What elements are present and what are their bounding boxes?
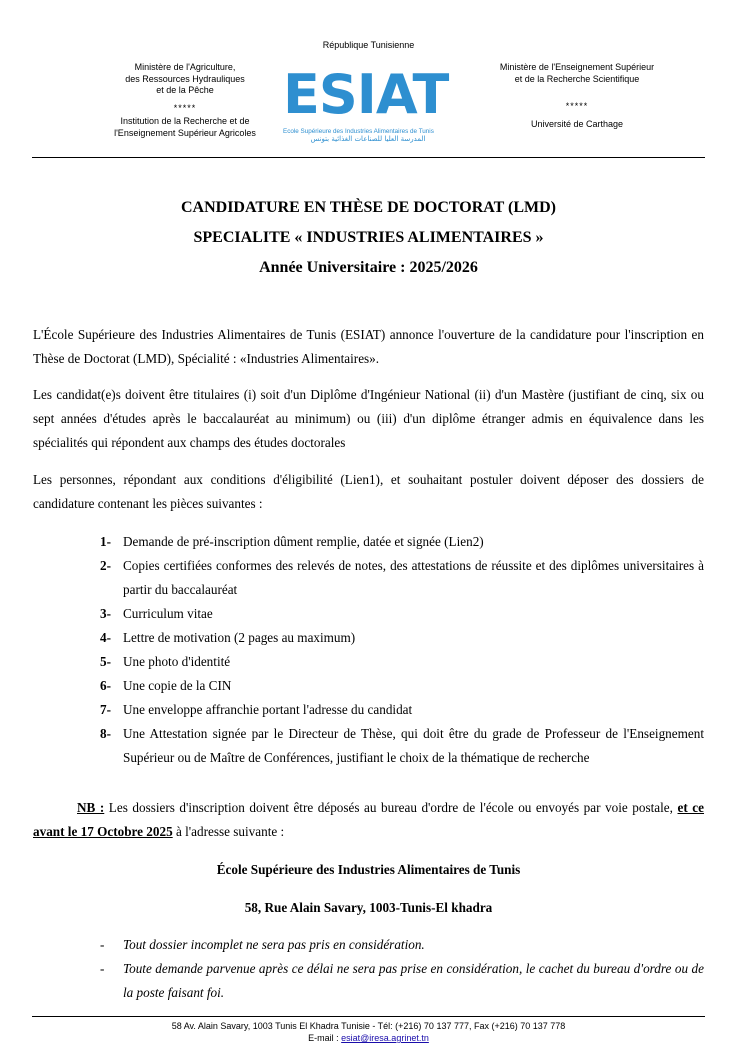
right-stars: ***** — [565, 101, 589, 111]
list-item-text: Lettre de motivation (2 pages au maximum) — [123, 630, 356, 645]
title-block — [0, 193, 737, 283]
note-dash: - — [100, 961, 105, 976]
title-line-3: Année Universitaire : 2025/2026 — [259, 259, 478, 276]
list-item-text: Une Attestation signée par le Directeur de Thèse, qui doit être du grade de Professeur de l'Enseignement Supérieur ou de Maître de Conférences, justifiant le choix de la thématique de recherche — [123, 726, 704, 765]
list-item-text: Une photo d'identité — [123, 654, 231, 669]
footer-email-line — [0, 1032, 737, 1044]
eligibility-paragraph: Les candidat(e)s doivent être titulaires (i) soit d'un Diplôme d'Ingénieur National (ii) d'un Mastère (justifiant de cinq, six ou sept années d'études après le baccalauréat au minimum) ou (iii) d'un diplôme étranger admis en équivalence dans les spécialités qui répondent aux champs des études doctorales — [33, 387, 704, 450]
list-item — [100, 933, 704, 957]
left-institution-line: l'Enseignement Supérieur Agricoles — [114, 127, 256, 138]
address-school: École Supérieure des Industries Alimentaires de Tunis — [216, 862, 521, 877]
header-right-block — [462, 62, 692, 130]
documents-intro-paragraph: Les personnes, répondant aux conditions d'éligibilité (Lien1), et souhaitant postuler doivent déposer des dossiers de candidature contenant les pièces suivantes : — [33, 472, 704, 511]
nb-text-2: à l'adresse suivante : — [172, 824, 285, 839]
note-text: Toute demande parvenue après ce délai ne sera pas prise en considération, le cachet du bureau d'ordre ou de la poste faisant foi. — [123, 961, 704, 1000]
list-item — [100, 650, 704, 674]
list-item-number: 2- — [100, 558, 111, 573]
list-item-text: Curriculum vitae — [123, 606, 213, 621]
header-divider — [32, 157, 705, 158]
list-item-number: 7- — [100, 702, 111, 717]
logo-arabic: المدرسة العليا للصناعات الغذائية بتونس — [310, 135, 426, 143]
note-dash: - — [100, 937, 105, 952]
footer — [0, 1020, 737, 1044]
intro-paragraph: L'École Supérieure des Industries Alimentaires de Tunis (ESIAT) annonce l'ouverture de la candidature pour l'inscription en Thèse de Doctorat (LMD), Spécialité : «Industries Alimentaires». — [33, 327, 704, 366]
footer-address: 58 Av. Alain Savary, 1003 Tunis El Khadra Tunisie - Tél: (+216) 70 137 777, Fax (+216) 70 137 778 — [171, 1021, 566, 1031]
list-item — [100, 554, 704, 602]
footer-email-link[interactable]: esiat@iresa.agrinet.tn — [341, 1033, 429, 1043]
logo-subtitle: Ecole Supérieure des Industries Alimentaires de Tunis — [283, 128, 434, 135]
list-item — [100, 626, 704, 650]
right-ministry-line: Ministère de l'Enseignement Supérieur — [499, 62, 655, 72]
list-item-number: 8- — [100, 726, 111, 741]
documents-list — [100, 530, 704, 770]
esiat-logo — [283, 63, 453, 152]
header-republic: République Tunisienne — [322, 40, 415, 50]
list-item — [100, 602, 704, 626]
list-item-text: Demande de pré-inscription dûment remplie, datée et signée (Lien2) — [123, 534, 484, 549]
list-item — [100, 722, 704, 770]
nb-deadline: et ce avant le 17 Octobre 2025 — [33, 800, 705, 839]
footer-email-label: E-mail : — [308, 1033, 342, 1043]
list-item — [100, 698, 704, 722]
list-item-text: Une copie de la CIN — [123, 678, 232, 693]
left-stars: ***** — [173, 102, 197, 113]
header-left-block — [70, 62, 300, 139]
address-street: 58, Rue Alain Savary, 1003-Tunis-El khadra — [244, 900, 493, 915]
list-item-number: 4- — [100, 630, 111, 645]
title-line-2: SPECIALITE « INDUSTRIES ALIMENTAIRES » — [193, 229, 544, 246]
list-item-number: 3- — [100, 606, 111, 621]
nb-paragraph — [33, 796, 704, 844]
list-item-number: 6- — [100, 678, 111, 693]
list-item — [100, 957, 704, 1005]
list-item-number: 1- — [100, 534, 111, 549]
left-institution-line: Institution de la Recherche et de — [120, 116, 250, 126]
title-line-1: CANDIDATURE EN THÈSE DE DOCTORAT (LMD) — [180, 199, 556, 216]
right-university: Université de Carthage — [530, 118, 624, 129]
left-ministry-line: et de la Pêche — [156, 85, 214, 95]
left-ministry-line: des Ressources Hydrauliques — [125, 73, 245, 84]
note-text: Tout dossier incomplet ne sera pas pris en considération. — [123, 937, 425, 952]
list-item-text: Une enveloppe affranchie portant l'adresse du candidat — [123, 702, 413, 717]
right-ministry-line: et de la Recherche Scientifique — [514, 73, 640, 84]
list-item-text: Copies certifiées conformes des relevés de notes, des attestations de réussite et des diplômes universitaires à partir du baccalauréat — [123, 558, 704, 597]
left-ministry-line: Ministère de l'Agriculture, — [134, 62, 236, 72]
notes-list — [100, 933, 704, 1005]
list-item — [100, 674, 704, 698]
list-item-number: 5- — [100, 654, 111, 669]
list-item — [100, 530, 704, 554]
footer-divider — [32, 1016, 705, 1017]
nb-text-1: Les dossiers d'inscription doivent être déposés au bureau d'ordre de l'école ou envoyés par voie postale, — [104, 800, 678, 815]
logo-text: ESIAT — [283, 63, 449, 126]
nb-label: NB : — [77, 800, 105, 815]
